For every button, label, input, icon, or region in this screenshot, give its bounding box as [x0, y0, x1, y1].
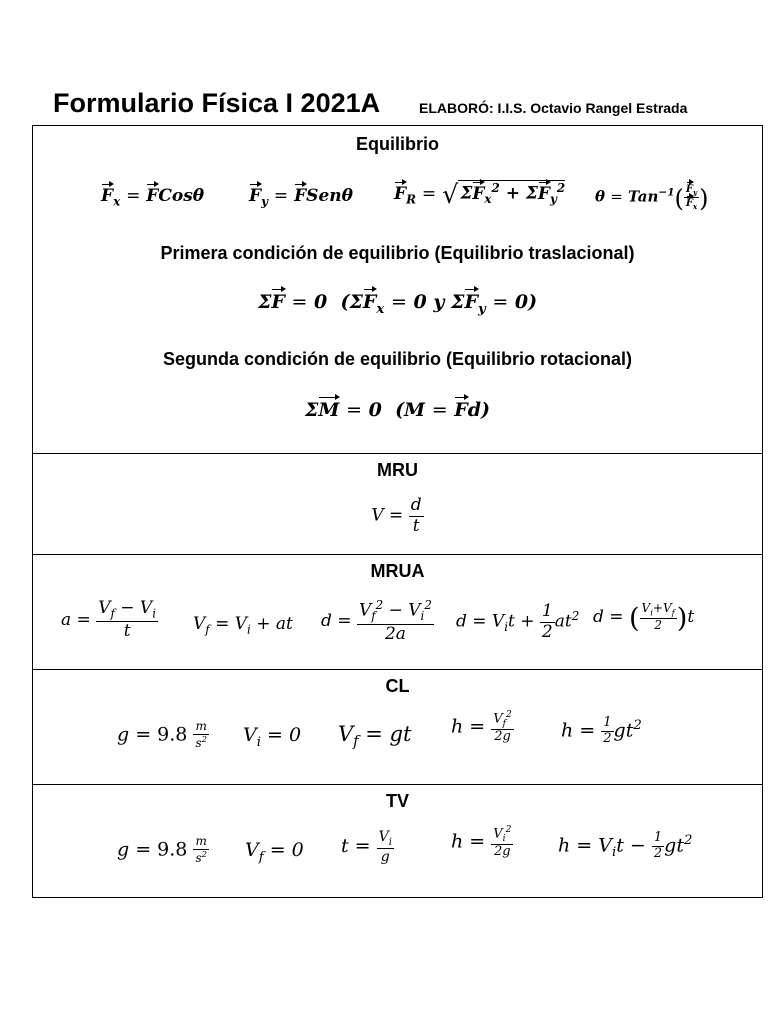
formula-acceleration: a = $\frac{V_f - V_i}{t}$	[61, 598, 157, 642]
gravity-units-den: s	[195, 850, 202, 865]
gravity-value: 9.8	[157, 838, 188, 861]
formula-gravity: g = 9.8 $\frac{m}{s^2}$	[117, 719, 207, 750]
formula-sheet	[32, 125, 763, 898]
section-title: CL	[385, 676, 410, 696]
formula-initial-velocity: $V_i = 0$	[243, 724, 302, 750]
section-title: Equilibrio	[356, 134, 439, 154]
formula-fr: $F_R$ = √ $\Sigma F_x^2 + \Sigma F_y^2$	[394, 180, 566, 210]
page-title: Formulario Física I 2021A	[53, 88, 381, 118]
equilibrium-formulas	[33, 174, 762, 224]
formula-mru-velocity: V = $\frac{d}{t}$	[371, 495, 422, 536]
tv-formulas	[33, 825, 762, 885]
formula-theta: θ = Tan$^{-1}$( $\frac{F_y}{F_x}$ )	[595, 184, 709, 213]
gravity-units-num: m	[193, 835, 209, 850]
section-mru	[33, 454, 762, 555]
gravity-units-den: s	[195, 735, 202, 750]
formula-height-2: $h = V_it$ − $\frac{1}{2}$ $gt^2$	[558, 830, 693, 861]
mrua-formulas	[33, 597, 762, 657]
section-cl	[33, 670, 762, 785]
author-credit: ELABORÓ: I.I.S. Octavio Rangel Estrada	[419, 100, 688, 116]
formula-distance-2: $d = V_it$ + $\frac{1}{2}$ $at^2$	[456, 601, 580, 642]
formula-height-1: h = $\frac{V_f^2}{2g}$	[451, 710, 512, 745]
first-condition-heading: Primera condición de equilibrio (Equilibrio traslacional)	[160, 243, 635, 263]
formula-height-2: h = $\frac{1}{2}$ $gt^2$	[561, 715, 642, 746]
formula-distance-1: d = $\frac{V_f^2 - V_i^2}{2a}$	[321, 598, 432, 644]
section-tv	[33, 785, 762, 899]
formula-gravity: g = 9.8 $\frac{m}{s^2}$	[117, 834, 207, 865]
formula-distance-3: d = ( $\frac{V_i+V_f}{2}$ )t	[593, 601, 695, 634]
formula-height-1: h = $\frac{V_i^2}{2g}$	[451, 825, 512, 860]
gravity-value: 9.8	[157, 723, 188, 746]
gravity-units-num: m	[193, 720, 209, 735]
section-mrua	[33, 555, 762, 670]
formula-fy: $F_y$ = FSenθ	[249, 186, 353, 209]
formula-final-velocity: $V_f = 0$	[245, 839, 304, 865]
second-condition-formula: ΣM = 0 (M = Fd)	[304, 399, 491, 421]
section-title: TV	[385, 791, 409, 811]
formula-final-velocity: $V_f = V_i$ + at	[193, 614, 293, 637]
section-equilibrio	[33, 126, 762, 454]
formula-fx: $F_x$ = FCosθ	[101, 186, 205, 209]
formula-final-velocity: $V_f$ = gt	[338, 722, 412, 751]
formula-time: t = $\frac{V_i}{g}$	[341, 829, 392, 866]
cl-formulas	[33, 710, 762, 770]
section-title: MRU	[377, 460, 418, 480]
second-condition-heading: Segunda condición de equilibrio (Equilibrio rotacional)	[162, 349, 633, 369]
section-title: MRUA	[370, 561, 425, 581]
first-condition-formula: ΣF = 0 ($\Sigma F_x = 0$ y $\Sigma F_y = 0$)	[257, 291, 538, 317]
